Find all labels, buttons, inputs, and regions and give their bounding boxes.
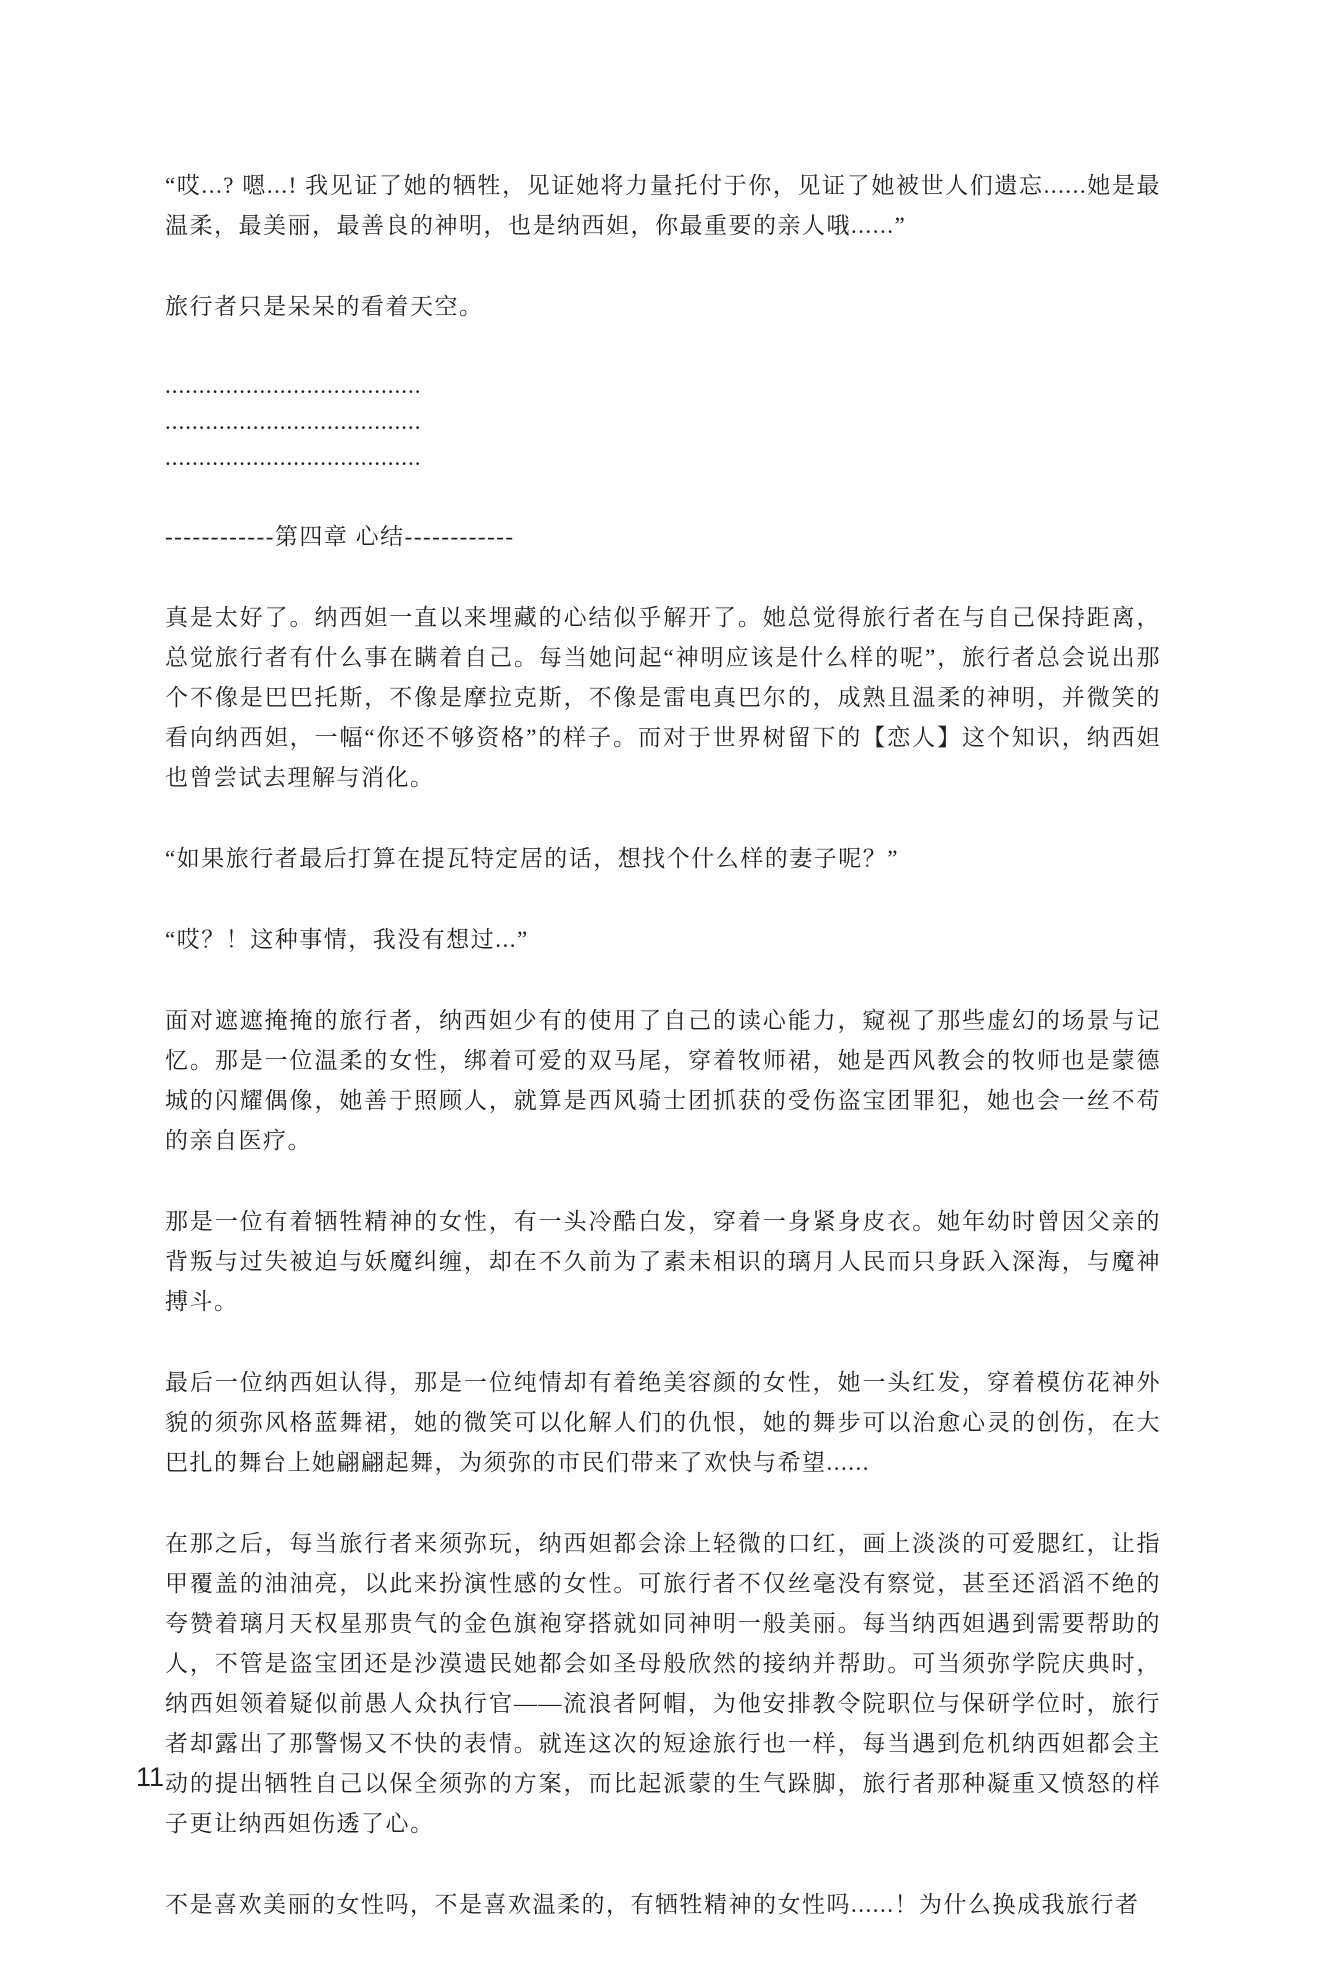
ellipsis-line: ......................................	[165, 373, 422, 398]
narration-paragraph: 在那之后，每当旅行者来须弥玩，纳西妲都会涂上轻微的口红，画上淡淡的可爱腮红，让指甲覆盖的油油亮，以此来扮演性感的女性。可旅行者不仅丝毫没有察觉，甚至还滔滔不绝的夸赞着璃月天权星那贵气的金色旗袍穿搭就如同神明一般美丽。每当纳西妲遇到需要帮助的人，不管是盗宝团还是沙漠遗民她都会如圣母般欣然的接纳并帮助。可当须弥学院庆典时，纳西妲领着疑似前愚人众执行官——流浪者阿帽，为他安排教令院职位与保研学位时，旅行者却露出了那警惕又不快的表情。就连这次的短途旅行也一样，每当遇到危机纳西妲都会主动的提出牺牲自己以保全须弥的方案，而比起派蒙的生气跺脚，旅行者那种凝重又愤怒的样子更让纳西妲伤透了心。	[165, 1531, 1161, 1836]
dialogue-paragraph: “如果旅行者最后打算在提瓦特定居的话，想找个什么样的妻子呢？”	[165, 846, 899, 871]
narration-paragraph: 旅行者只是呆呆的看着天空。	[165, 294, 484, 319]
narration-paragraph: 不是喜欢美丽的女性吗，不是喜欢温柔的，有牺牲精神的女性吗......！为什么换成我旅行者	[165, 1892, 1140, 1917]
narration-paragraph: 那是一位有着牺牲精神的女性，有一头冷酷白发，穿着一身紧身皮衣。她年幼时曾因父亲的背叛与过失被迫与妖魔纠缠，却在不久前为了素未相识的璃月人民而只身跃入深海，与魔神搏斗。	[165, 1209, 1161, 1314]
page-number: 11	[136, 1762, 165, 1792]
dialogue-paragraph: “哎...? 嗯...! 我见证了她的牺牲，见证她将力量托付于你，见证了她被世人们遗忘......她是最温柔，最美丽，最善良的神明，也是纳西妲，你最重要的亲人哦......”	[165, 173, 1161, 238]
ellipsis-line: ......................................	[165, 445, 422, 470]
text-content	[165, 166, 1161, 1966]
chapter-heading: ------------第四章 心结------------	[165, 524, 515, 549]
ellipsis-line: ......................................	[165, 409, 422, 434]
dialogue-paragraph: “哎？！这种事情，我没有想过...”	[165, 927, 529, 952]
narration-paragraph: 面对遮遮掩掩的旅行者，纳西妲少有的使用了自己的读心能力，窥视了那些虚幻的场景与记忆。那是一位温柔的女性，绑着可爱的双马尾，穿着牧师裙，她是西风教会的牧师也是蒙德城的闪耀偶像，她善于照顾人，就算是西风骑士团抓获的受伤盗宝团罪犯，她也会一丝不苟的亲自医疗。	[165, 1008, 1161, 1153]
narration-paragraph: 最后一位纳西妲认得，那是一位纯情却有着绝美容颜的女性，她一头红发，穿着模仿花神外貌的须弥风格蓝舞裙，她的微笑可以化解人们的仇恨，她的舞步可以治愈心灵的创伤，在大巴扎的舞台上她翩翩起舞，为须弥的市民们带来了欢快与希望......	[165, 1370, 1161, 1475]
narration-paragraph: 真是太好了。纳西妲一直以来埋藏的心结似乎解开了。她总觉得旅行者在与自己保持距离，总觉旅行者有什么事在瞒着自己。每当她问起“神明应该是什么样的呢”，旅行者总会说出那个不像是巴巴托斯，不像是摩拉克斯，不像是雷电真巴尔的，成熟且温柔的神明，并微笑的看向纳西妲，一幅“你还不够资格”的样子。而对于世界树留下的【恋人】这个知识，纳西妲也曾尝试去理解与消化。	[165, 605, 1161, 790]
